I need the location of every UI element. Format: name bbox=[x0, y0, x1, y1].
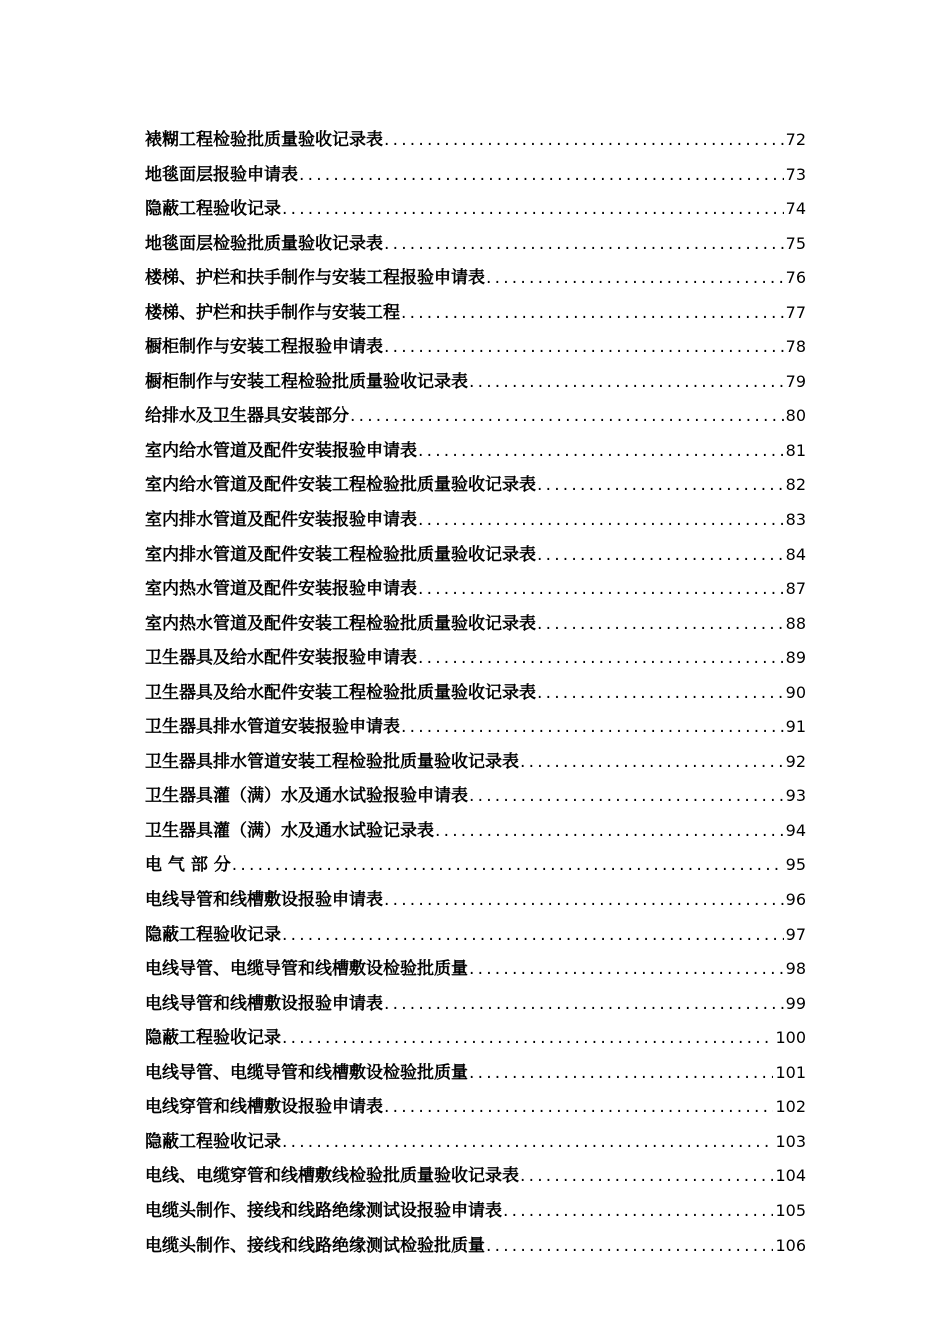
toc-entry[interactable] bbox=[145, 227, 806, 262]
toc-entry-page-number: 96 bbox=[785, 890, 806, 910]
toc-entry-title: 隐蔽工程验收记录 bbox=[145, 1028, 281, 1049]
toc-entry-page-number: 77 bbox=[785, 302, 806, 322]
toc-entry[interactable] bbox=[145, 1229, 806, 1264]
toc-entry-title: 卫生器具灌（满）水及通水试验报验申请表 bbox=[145, 786, 468, 807]
toc-entry-page-number: 103 bbox=[775, 1131, 806, 1151]
toc-entry[interactable] bbox=[145, 918, 806, 953]
toc-entry-title: 裱糊工程检验批质量验收记录表 bbox=[145, 130, 383, 150]
toc-entry-title: 电线导管、电缆导管和线槽敷设检验批质量 bbox=[145, 1062, 468, 1083]
toc-entry-page-number: 81 bbox=[785, 440, 806, 460]
toc-entry-title: 橱柜制作与安装工程报验申请表 bbox=[145, 337, 383, 358]
toc-entry-page-number: 72 bbox=[785, 130, 806, 149]
toc-dot-leader bbox=[232, 848, 784, 883]
toc-entry-title: 卫生器具及给水配件安装报验申请表 bbox=[145, 648, 417, 669]
toc-entry[interactable] bbox=[145, 503, 806, 538]
toc-entry[interactable] bbox=[145, 192, 806, 227]
toc-entry[interactable] bbox=[145, 1090, 806, 1125]
toc-entry[interactable] bbox=[145, 745, 806, 780]
toc-dot-leader bbox=[384, 1090, 773, 1125]
toc-entry-page-number: 104 bbox=[775, 1166, 806, 1186]
toc-entry[interactable] bbox=[145, 641, 806, 676]
toc-dot-leader bbox=[537, 676, 784, 711]
toc-entry[interactable] bbox=[145, 987, 806, 1022]
toc-entry-page-number: 73 bbox=[785, 164, 806, 184]
toc-entry-title: 卫生器具灌（满）水及通水试验记录表 bbox=[145, 820, 434, 841]
toc-dot-leader bbox=[384, 330, 784, 365]
toc-dot-leader bbox=[384, 883, 784, 918]
toc-entry-title: 室内热水管道及配件安装报验申请表 bbox=[145, 579, 417, 600]
toc-entry-page-number: 74 bbox=[785, 199, 806, 219]
toc-entry[interactable] bbox=[145, 1125, 806, 1160]
toc-dot-leader bbox=[469, 779, 784, 814]
toc-entry-title: 电线导管、电缆导管和线槽敷设检验批质量 bbox=[145, 959, 468, 980]
toc-dot-leader bbox=[435, 814, 784, 849]
toc-entry[interactable] bbox=[145, 538, 806, 573]
toc-entry-page-number: 97 bbox=[785, 924, 806, 944]
toc-entry[interactable] bbox=[145, 123, 806, 158]
toc-entry[interactable] bbox=[145, 814, 806, 849]
toc-dot-leader bbox=[418, 641, 784, 676]
toc-dot-leader bbox=[469, 1056, 773, 1091]
toc-entry-title: 电线导管和线槽敷设报验申请表 bbox=[145, 993, 383, 1014]
toc-entry-page-number: 92 bbox=[785, 751, 806, 771]
toc-dot-leader bbox=[520, 745, 784, 780]
toc-dot-leader bbox=[384, 987, 784, 1022]
toc-entry-page-number: 101 bbox=[775, 1062, 806, 1082]
toc-entry-page-number: 80 bbox=[785, 406, 806, 426]
toc-entry-page-number: 95 bbox=[785, 855, 806, 875]
toc-dot-leader bbox=[418, 572, 784, 607]
toc-entry[interactable] bbox=[145, 296, 806, 331]
toc-entry[interactable] bbox=[145, 572, 806, 607]
toc-entry-page-number: 106 bbox=[775, 1235, 806, 1255]
toc-entry-title: 室内排水管道及配件安装工程检验批质量验收记录表 bbox=[145, 544, 536, 565]
toc-entry[interactable] bbox=[145, 779, 806, 814]
toc-entry-page-number: 87 bbox=[785, 579, 806, 599]
toc-dot-leader bbox=[401, 710, 784, 745]
toc-dot-leader bbox=[469, 952, 784, 987]
toc-entry-page-number: 102 bbox=[775, 1097, 806, 1117]
toc-dot-leader bbox=[469, 365, 784, 400]
toc-entry-title: 隐蔽工程验收记录 bbox=[145, 924, 281, 945]
toc-entry-title: 电缆头制作、接线和线路绝缘测试检验批质量 bbox=[145, 1235, 485, 1256]
toc-entry-title: 室内热水管道及配件安装工程检验批质量验收记录表 bbox=[145, 613, 536, 634]
toc-entry-page-number: 90 bbox=[785, 682, 806, 702]
toc-entry-page-number: 76 bbox=[785, 268, 806, 288]
toc-entry-title: 楼梯、护栏和扶手制作与安装工程 bbox=[145, 302, 400, 323]
toc-entry-page-number: 93 bbox=[785, 786, 806, 806]
toc-entry-title: 电线、电缆穿管和线槽敷线检验批质量验收记录表 bbox=[145, 1166, 519, 1187]
toc-entry-title: 室内给水管道及配件安装工程检验批质量验收记录表 bbox=[145, 475, 536, 496]
toc-dot-leader bbox=[384, 227, 784, 262]
toc-entry-title: 卫生器具排水管道安装报验申请表 bbox=[145, 717, 400, 738]
toc-entry-title: 楼梯、护栏和扶手制作与安装工程报验申请表 bbox=[145, 268, 485, 289]
toc-entry-page-number: 89 bbox=[785, 648, 806, 668]
toc-dot-leader bbox=[282, 918, 784, 953]
toc-dot-leader bbox=[537, 607, 784, 642]
toc-entry[interactable] bbox=[145, 952, 806, 987]
toc-entry[interactable] bbox=[145, 1056, 806, 1091]
toc-entry-page-number: 94 bbox=[785, 820, 806, 840]
table-of-contents bbox=[145, 123, 806, 1263]
toc-entry-title: 地毯面层报验申请表 bbox=[145, 164, 298, 185]
toc-entry-title: 电缆头制作、接线和线路绝缘测试设报验申请表 bbox=[145, 1200, 502, 1221]
toc-dot-leader bbox=[537, 538, 784, 573]
toc-entry-title: 隐蔽工程验收记录 bbox=[145, 1131, 281, 1152]
toc-entry-title: 给排水及卫生器具安装部分 bbox=[145, 406, 349, 427]
toc-dot-leader bbox=[282, 1125, 773, 1160]
toc-entry-title: 橱柜制作与安装工程检验批质量验收记录表 bbox=[145, 371, 468, 392]
toc-entry-page-number: 88 bbox=[785, 613, 806, 633]
toc-entry[interactable] bbox=[145, 399, 806, 434]
toc-entry-page-number: 91 bbox=[785, 717, 806, 737]
toc-dot-leader bbox=[282, 192, 784, 227]
toc-dot-leader bbox=[350, 399, 784, 434]
toc-entry[interactable] bbox=[145, 158, 806, 193]
toc-entry[interactable] bbox=[145, 468, 806, 503]
toc-entry-page-number: 82 bbox=[785, 475, 806, 495]
toc-dot-leader bbox=[520, 1159, 773, 1194]
toc-entry[interactable] bbox=[145, 1194, 806, 1229]
toc-entry[interactable] bbox=[145, 434, 806, 469]
toc-dot-leader bbox=[418, 503, 784, 538]
toc-entry[interactable] bbox=[145, 1021, 806, 1056]
toc-entry[interactable] bbox=[145, 676, 806, 711]
toc-entry-page-number: 105 bbox=[775, 1200, 806, 1220]
toc-dot-leader bbox=[282, 1021, 773, 1056]
toc-dot-leader bbox=[384, 123, 784, 158]
toc-entry[interactable] bbox=[145, 848, 806, 883]
toc-entry[interactable] bbox=[145, 607, 806, 642]
toc-dot-leader bbox=[418, 434, 784, 469]
toc-entry-page-number: 79 bbox=[785, 371, 806, 391]
toc-entry-title: 地毯面层检验批质量验收记录表 bbox=[145, 233, 383, 254]
toc-entry[interactable] bbox=[145, 261, 806, 296]
toc-entry-page-number: 84 bbox=[785, 544, 806, 564]
toc-entry-title: 室内给水管道及配件安装报验申请表 bbox=[145, 440, 417, 461]
toc-dot-leader bbox=[486, 261, 784, 296]
toc-entry-title: 室内排水管道及配件安装报验申请表 bbox=[145, 510, 417, 531]
toc-entry-title: 隐蔽工程验收记录 bbox=[145, 199, 281, 220]
toc-entry-page-number: 78 bbox=[785, 337, 806, 357]
toc-entry-title: 电线穿管和线槽敷设报验申请表 bbox=[145, 1097, 383, 1118]
toc-entry-page-number: 83 bbox=[785, 510, 806, 530]
toc-entry[interactable] bbox=[145, 365, 806, 400]
toc-dot-leader bbox=[401, 296, 784, 331]
toc-dot-leader bbox=[299, 158, 784, 193]
toc-dot-leader bbox=[537, 468, 784, 503]
toc-entry[interactable] bbox=[145, 710, 806, 745]
toc-entry-title: 电线导管和线槽敷设报验申请表 bbox=[145, 890, 383, 911]
toc-entry-page-number: 100 bbox=[775, 1028, 806, 1048]
toc-entry-page-number: 98 bbox=[785, 959, 806, 979]
toc-entry-title: 卫生器具及给水配件安装工程检验批质量验收记录表 bbox=[145, 682, 536, 703]
toc-entry-page-number: 99 bbox=[785, 993, 806, 1013]
toc-entry[interactable] bbox=[145, 1159, 806, 1194]
toc-entry-title: 电 气 部 分 bbox=[145, 855, 231, 876]
toc-entry[interactable] bbox=[145, 330, 806, 365]
toc-dot-leader bbox=[503, 1194, 773, 1229]
toc-entry[interactable] bbox=[145, 883, 806, 918]
toc-dot-leader bbox=[486, 1229, 773, 1264]
toc-entry-title: 卫生器具排水管道安装工程检验批质量验收记录表 bbox=[145, 751, 519, 772]
toc-entry-page-number: 75 bbox=[785, 233, 806, 253]
